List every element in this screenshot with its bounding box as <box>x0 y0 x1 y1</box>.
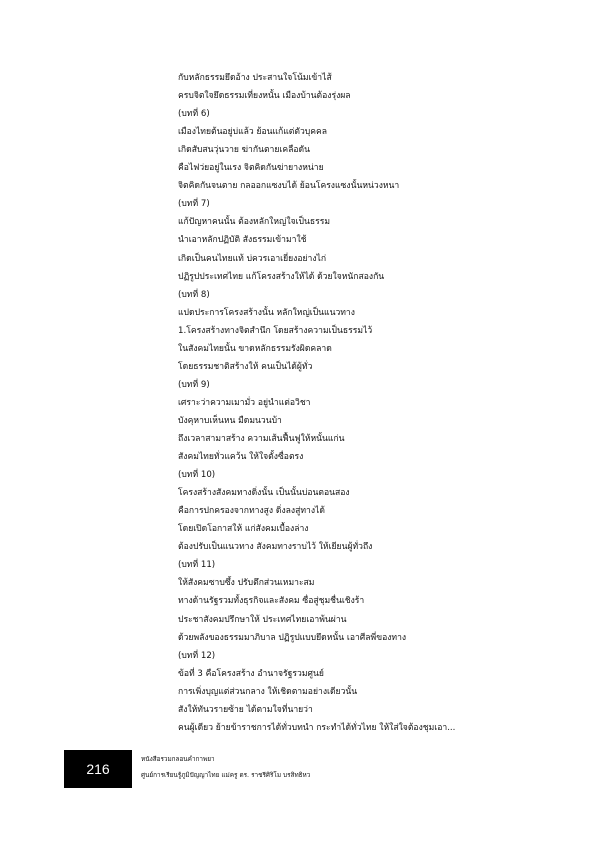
stanza-heading: (บทที่ 7) <box>178 199 210 210</box>
poem-line: คนผู้เดียว ย้ายข้าราชการได้ทั่วบทนำ กระทำได้ทั่วไทย ให้ใส่ใจต้องชุมเอา... <box>178 722 456 733</box>
footer-publisher: ศูนย์การเรียนรู้ภูมิปัญญาไทย แม่ครู ดร. ราชรีศิริโม บรสิทธิหว <box>141 771 311 779</box>
poem-line: โดยเปิดโอกาสให้ แก่สังคมเบื้องล่าง <box>178 524 309 535</box>
poem-line: ด้วยพลังของธรรมมาภิบาล ปฏิรูปแบบยึดหนั้น เอาศีลพี่ของทาง <box>178 632 407 643</box>
stanza-heading: (บทที่ 8) <box>178 289 210 300</box>
poem-line: เกิดเป็นคนไทยแท้ บ่ควรเอาเยี่ยงอย่างไก่ <box>178 253 327 264</box>
stanza-heading: (บทที่ 11) <box>178 560 216 571</box>
poem-line: โดยธรรมชาติสร้างให้ คนเป็นได้ผู้ทั่ว <box>178 361 313 372</box>
stanza-heading: (บทที่ 10) <box>178 470 216 481</box>
poem-line: แก้ปัญหาคนนั้น ต้องหลักใหญ่ใจเป็นธรรม <box>178 217 331 228</box>
poem-line: ครบจิตใจยึดธรรมเที่ยงหนั้น เมืองบ้านต้องรุ่งผล <box>178 91 351 102</box>
poem-line: เศราะว่าความเมามั่ว อยู่นำแต่อวิชา <box>178 397 311 408</box>
poem-line: คือการปกครองจากทางสูง ดิ่งลงสู่ทางได้ <box>178 506 325 517</box>
poem-line: เกิดสับสนวุ่นวาย ฆ่ากันตายเคลือดัน <box>178 145 310 156</box>
poem-line: การเพิ่งบุญแต่ส่วนกลาง ให้เชิดตามอย่างเดียวนั้น <box>178 686 358 697</box>
poem-line: โครงสร้างสังคมทางดิ่งนั้น เป็นนั้นบ่อนตอนสอง <box>178 488 350 499</box>
poem-line: ในสังคมไทยนั้น ขาดหลักธรรมรังผิดคลาด <box>178 343 332 354</box>
footer-book-title: หนังสือรวมกลอนคำกาพยา <box>141 755 215 763</box>
page-number: 216 <box>86 761 110 777</box>
poem-line: กับหลักธรรมยึดอ้าง ประสานใจโน้มเข้าไส้ <box>178 73 332 83</box>
poem-line: ถึงเวลาสามาสร้าง ความเส้นฟื้นฟูให้หนั้นแก่น <box>178 434 345 444</box>
poem-line: ให้สังคมซาบซึ้ง ปรับตึกส่วนเหมาะสม <box>178 578 315 589</box>
poem-line: ข้อที่ 3 คือโครงสร้าง อำนาจรัฐรวมศูนย์ <box>178 668 324 679</box>
poem-line: ปฏิรูปประเทศไทย แก้โครงสร้างให้ได้ ด้วยใจหนักสองกัน <box>178 271 385 282</box>
poem-line: เมืองไทยต้นอยู่บ่แล้ว ย้อนแก้แต่ตัวบุคคล <box>178 127 328 138</box>
page-number-box <box>64 750 132 788</box>
poem-line: จิตคิดกันจนตาย กลออกแซงบได้ ย้อนโครงแซงนั้นหน่วงหนา <box>178 181 400 192</box>
stanza-heading: (บทที่ 9) <box>178 379 210 390</box>
poem-line: ต้องปรับเป็นแนวทาง สังคมทางราบไว้ ให้เยียนผู้ทั่วถึง <box>178 542 373 553</box>
poem-line: บังคุหาบเห็นหน มืดมนวนบ้า <box>178 415 282 426</box>
poem-line: ประชาสังคมปรึกษาให้ ประเทศไทยเอาพ้นผ่าน <box>178 614 347 625</box>
poem-line: นำเอาหลักปฏิบัติ สังธรรมเข้ามาใช้ <box>178 235 307 246</box>
stanza-heading: (บทที่ 12) <box>178 650 216 661</box>
poem-line: สังคมไทยทั่วแคว้น ให้ใจตั้งซื่อตรง <box>178 452 304 463</box>
poem-line: ทางด้านรัฐรวมทั้งธุรกิจและสังคม ซื่อสู่ชุมชื่นเชิงร้า <box>178 596 365 607</box>
poem-line: 1.โครงสร้างทางจิตสำนึก โดยสร้างความเป็นธรรมไว้ <box>178 325 373 336</box>
poem-line: แปดประการโครงสร้างนั้น หลักใหญ่เป็นแนวทาง <box>178 307 355 318</box>
poem-line: สังให้ทันวรายซ้าย ได้ตามใจที่นายว่า <box>178 704 313 715</box>
stanza-heading: (บทที่ 6) <box>178 109 210 120</box>
poem-line: คือไฟว่ยอยู่ในเรง จิตคิดกันฆ่ายางหน่าย <box>178 163 324 174</box>
